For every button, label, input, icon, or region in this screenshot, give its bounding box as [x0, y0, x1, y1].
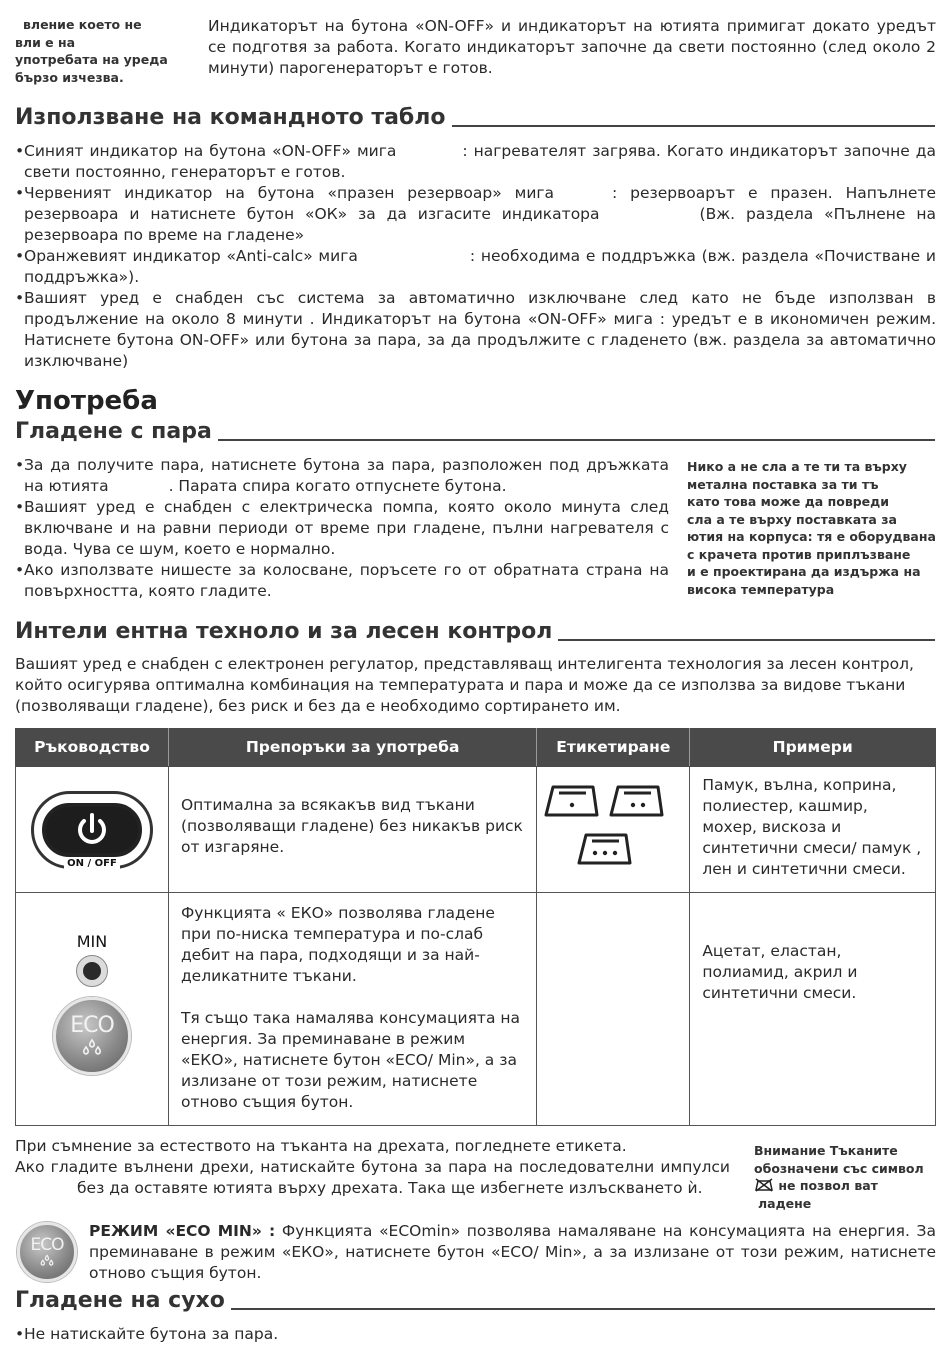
side-note-line: сла а те върху поставката за — [687, 511, 897, 527]
min-label: MIN — [76, 932, 108, 951]
on-off-button-illustration — [31, 791, 153, 869]
side-note-line: висока температура — [687, 581, 835, 597]
table-header: Примери — [690, 729, 936, 767]
eco-label: ECO — [70, 1013, 114, 1038]
heading-rule — [558, 639, 935, 641]
steam-ironing-heading — [15, 418, 935, 446]
fabric-warning — [754, 1142, 939, 1212]
eco-min-paragraph — [89, 1221, 936, 1284]
control-panel-list — [15, 141, 936, 372]
table-cell-recommendation — [168, 893, 536, 1126]
control-panel-heading — [15, 104, 935, 132]
smart-tech-heading — [15, 618, 935, 646]
eco-button-illustration — [53, 997, 131, 1075]
table-cell-examples: Памук, вълна, коприна, полиестер, кашмир, мохер, вискоза и синтетични смеси/ памук , лен и синтетични смеси. — [690, 767, 936, 893]
table-cell-guide — [16, 893, 169, 1126]
list-item: • Ако използвате нишесте за колосване, поръсете го от обратната страна на повърхността, която гладите. — [15, 560, 669, 602]
table-cell-labels — [537, 767, 690, 893]
fabric-advice-line: При съмнение за естеството на тъканта на дрехата, погледнете етикета. — [15, 1137, 627, 1155]
control-panel-heading-text: Използване на командното табло — [15, 105, 446, 130]
table-cell-recommendation: Оптимална за всякакъв вид тъкани (позволяващи гладене) без никакъв риск от изгаряне. — [168, 767, 536, 893]
top-paragraph: Индикаторът на бутона «ON-OFF» и индикаторът на ютията примигат докато уредът се подготвя за работа. Когато индикаторът започне да свети постоянно (след около 2 минути) парогенераторът е готов. — [208, 17, 936, 77]
on-off-inner — [42, 803, 142, 857]
settings-table — [15, 728, 936, 1126]
heading-rule — [452, 125, 935, 127]
smart-tech-heading-text: Интели ентна техноло и за лесен контрол — [15, 619, 553, 644]
fabric-advice-line: Ако гладите вълнени дрехи, натискайте бутона за пара на последователни импулси — [15, 1158, 730, 1176]
list-item: • Вашият уред е снабден с електрическа помпа, която около минута след включване и на равни периоди от време при гладене, пълни нагревателя с вода. Чува се шум, което е нормално. — [15, 497, 669, 560]
steam-drops-icon — [80, 1038, 104, 1058]
list-item: • Синият индикатор на бутона «ON-OFF» мига : нагревателят загрява. Когато индикаторът започне да свети постоянно, генераторът е готов. — [15, 141, 936, 183]
heading-rule — [218, 439, 935, 441]
warning-line: ладене — [758, 1195, 812, 1211]
eco-min-text: Функцията «ECOmin» позволява намаляване на консумацията на енергия. За преминаване в режим «ЕКО», натиснете бутон «ECO/ Min», а за излизане от този режим, натиснете отново същия бутон. — [89, 1222, 936, 1282]
warning-line: Внимание Тъканите — [754, 1143, 898, 1158]
warning-line-with-symbol: не позвол ват — [754, 1177, 939, 1195]
side-note-line: ютия на корпуса: тя е оборудвана — [687, 529, 936, 544]
dry-ironing-list — [15, 1324, 936, 1345]
steam-drops-icon — [38, 1254, 56, 1268]
eco-min-icon — [17, 1222, 77, 1282]
steam-side-note — [687, 458, 937, 598]
side-note-line: с крачета против приплъзване — [687, 546, 911, 562]
dry-ironing-heading — [15, 1287, 935, 1315]
no-ironing-symbol-icon — [754, 1178, 774, 1192]
table-row — [16, 767, 936, 893]
steam-ironing-list — [15, 455, 669, 602]
table-header: Ръководство — [16, 729, 169, 767]
eco-recommendation-p2: Тя също така намалява консумацията на енергия. За преминаване в режим «ЕКО», натиснете бутон «ECO/ Min», а за излизане от този режим, натиснете отново същия бутон. — [180, 1009, 521, 1111]
top-note-line: бързо изчезва. — [15, 69, 124, 85]
side-note-line: Нико а не сла а те ти та върху — [687, 459, 907, 474]
table-header: Препоръки за употреба — [168, 729, 536, 767]
eco-recommendation-p1: Функцията « ЕКО» позволява гладене при по-ниска температура и по-слаб дебит на пара, подходящи и за най-деликатните тъкани. — [180, 904, 495, 985]
iron-temperature-symbols-icon — [543, 777, 683, 877]
on-off-label: ON / OFF — [64, 858, 120, 870]
dry-ironing-heading-text: Гладене на сухо — [15, 1288, 225, 1313]
table-header: Етикетиране — [537, 729, 690, 767]
list-item: • Не натискайте бутона за пара. — [15, 1324, 936, 1345]
fabric-advice-line: без да оставяте ютията върху дрехата. Така ще избегнете излъскването ѝ. — [77, 1179, 703, 1197]
table-row — [16, 893, 936, 1126]
smart-tech-paragraph: Вашият уред е снабден с електронен регулатор, представляващ интелигента технология за лесен контрол, който осигурява оптимална комбинация на температурата и пара и може да се използва за видове тъкани (позволяващи гладене), без риск и без да е необходимо сортирането им. — [15, 655, 914, 715]
side-note-line: като това може да повреди — [687, 494, 890, 509]
warning-line: обозначени със символ — [754, 1160, 924, 1176]
top-note-line: вление което не — [23, 17, 142, 32]
table-header-row — [16, 729, 936, 767]
list-item: • Червеният индикатор на бутона «празен резервоар» мига : резервоарът е празен. Напълнете резервоара и натиснете бутон «ОК» за да изгасите индикатора (Вж. раздела «Пълнене на резервоара по време на гладене» — [15, 183, 936, 246]
min-indicator-led — [76, 955, 108, 987]
usage-title: Употреба — [15, 386, 158, 416]
eco-min-label: РЕЖИМ «ECO MIN» : — [89, 1222, 276, 1240]
table-cell-labels — [537, 893, 690, 1126]
eco-min-icon-label: ECO — [30, 1235, 64, 1255]
list-item: • Оранжевият индикатор «Anti-calc» мига : необходима е поддръжка (вж. раздела «Почистване и поддръжка»). — [15, 246, 936, 288]
top-note-line: вли е на — [15, 34, 76, 50]
list-item: • За да получите пара, натиснете бутона за пара, разположен под дръжката на ютията . Парата спира когато отпуснете бутона. — [15, 455, 669, 497]
top-note-line: употребата на уреда — [15, 52, 168, 67]
side-note-line: и е проектирана да издържа на — [687, 564, 921, 579]
power-icon — [46, 807, 138, 853]
table-cell-examples: Ацетат, еластан, полиамид, акрил и синтетични смеси. — [690, 893, 936, 1126]
top-side-note — [15, 16, 185, 86]
side-note-line: метална поставка за ти тъ — [687, 476, 879, 492]
table-cell-guide — [16, 767, 169, 893]
fabric-advice — [15, 1136, 730, 1199]
list-item: • Вашият уред е снабден със система за автоматично изключване след като не бъде използван в продължение на около 8 минути . Индикаторът на бутона «ON-OFF» мига : уредът е в икономичен режим. Натиснете бутона ON-OFF» или бутона за пара, за да продължите с гладенето (вж. раздела за автоматично изключване) — [15, 288, 936, 372]
heading-rule — [231, 1308, 935, 1310]
steam-ironing-heading-text: Гладене с пара — [15, 419, 212, 444]
